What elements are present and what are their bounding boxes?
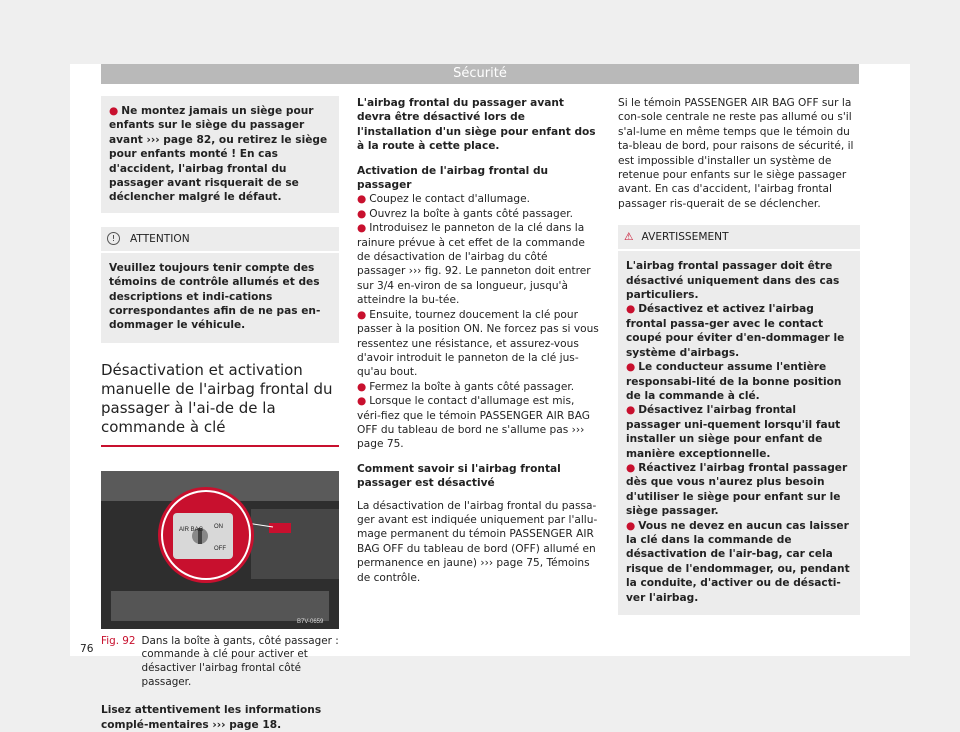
read-more-link[interactable]: Lisez attentivement les informations complé-mentaires ››› page 18.: [101, 704, 322, 731]
list-item: ● Désactivez l'airbag frontal passager uni-quement lorsqu'il faut installer un siège pour enfant de manière exceptionnelle.: [626, 404, 841, 460]
title-divider: [101, 445, 339, 447]
bullet-icon: ●: [357, 207, 367, 220]
bullet-icon: ●: [357, 308, 367, 321]
list-item: ● Vous ne devez en aucun cas laisser la clé dans la commande de désactivation de l'air-bag, car cela risque de l'endommager, ou, pendant la conduite, d'activer ou de désacti-ver l'airbag.: [626, 519, 850, 604]
bullet-icon: ●: [357, 395, 367, 408]
activation-title: Activation de l'airbag frontal du passager: [357, 164, 549, 192]
bullet-icon: ●: [626, 461, 636, 474]
page-number: 76: [80, 643, 94, 655]
attention-title: ATTENTION: [130, 232, 190, 245]
list-item: ● Introduisez le panneton de la clé dans la rainure prévue à cet effet de la commande de désactivation de l'airbag du côté passager ››› fig. 92. Le panneton doit entrer sur 3/4 en-viron de sa longueur, jusqu'à atteindre la bu-tée.: [357, 222, 591, 307]
list-item: ● Le conducteur assume l'entière responsabi-lité de la bonne position de la commande à clé.: [626, 361, 842, 402]
warning-box: [618, 225, 860, 615]
right-intro: Si le témoin PASSENGER AIR BAG OFF sur la con-sole centrale ne reste pas allumé ou s'il s'al-lume en même temps que le témoin du ta-bleau de bord, pour raisons de sécurité, il est impossible d'installer un système de retenue pour enfants sur le siège passager avant. En cas d'accident, l'airbag frontal passager ris-querait de se déclencher.: [618, 97, 854, 210]
list-item: ● Coupez le contact d'allumage.: [357, 193, 531, 206]
how-title: Comment savoir si l'airbag frontal passager est désactivé: [357, 462, 561, 490]
attention-header: [101, 227, 339, 253]
column-right: [618, 96, 860, 615]
list-item: ● Ensuite, tournez doucement la clé pour passer à la position ON. Ne forcez pas si vous ressentez une résistance, et assurez-vous d'avoir introduit le panneton de la clé jus-qu'au bout.: [357, 308, 599, 379]
info-icon: !: [107, 232, 120, 245]
figure-code: B7V-0659: [297, 618, 324, 625]
list-item: ● Ouvrez la boîte à gants côté passager.: [357, 207, 574, 220]
list-item: ● Réactivez l'airbag frontal passager dès que vous n'aurez plus besoin d'utiliser le siège pour enfant sur le siège passager.: [626, 461, 848, 518]
bullet-icon: ●: [626, 361, 636, 374]
intro-paragraph: L'airbag frontal du passager avant devra être désactivé lors de l'installation d'un siège pour enfant dos à la route à cette place.: [357, 97, 596, 153]
list-item: ● Lorsque le contact d'allumage est mis, véri-fiez que le témoin PASSENGER AIR BAG OFF du tableau de bord ne s'allume pas ››› page 75.: [357, 395, 590, 451]
glovebox-illustration: [101, 471, 339, 629]
figure-caption: [101, 635, 339, 689]
warning-intro: L'airbag frontal passager doit être désactivé uniquement dans des cas particuliers.: [626, 260, 840, 302]
airbag-label: AIR BAG: [179, 526, 204, 533]
attention-body: Veuillez toujours tenir compte des témoins de contrôle allumés et des descriptions et indi-cations correspondantes afin de ne pas en-dommager le véhicule.: [109, 261, 321, 332]
how-body: La désactivation de l'airbag frontal du passa-ger avant est indiquée uniquement par l'allu-mage permanent du témoin PASSENGER AIR BAG OFF du tableau de bord (OFF) allumé en permanence en jaune) ››› page 75, Témoins de contrôle.: [357, 499, 598, 584]
figure-92: [101, 471, 339, 629]
attention-box: [101, 227, 339, 343]
bullet-icon: ●: [357, 380, 367, 393]
column-middle: [357, 96, 599, 585]
bullet-icon: ●: [109, 105, 119, 117]
figure-caption-text: Dans la boîte à gants, côté passager : commande à clé pour activer et désactiver l'airbag frontal côté passager.: [141, 634, 339, 688]
list-item: ● Désactivez et activez l'airbag frontal passa-ger avec le contact coupé pour éviter d'en-dommager le système d'airbags.: [626, 303, 845, 359]
warning-header: [618, 225, 860, 251]
bullet-icon: ●: [626, 519, 636, 532]
bullet-icon: ●: [357, 193, 367, 206]
bullet-icon: ●: [626, 303, 636, 316]
figure-caption-label: Fig. 92: [101, 634, 136, 647]
section-title: Désactivation et activation manuelle de l'airbag frontal du passager à l'ai-de de la commande à clé: [101, 360, 333, 436]
top-warning-text: Ne montez jamais un siège pour enfants sur le siège du passager avant ››› page 82, ou retirez le siège pour enfants monté ! En cas d'accident, l'airbag frontal du passager avant risquerait de se déclencher malgré le défaut.: [109, 105, 328, 204]
column-left: [101, 96, 339, 732]
warning-title: AVERTISSEMENT: [641, 231, 729, 244]
section-header: Sécurité: [101, 64, 859, 84]
warning-body: [618, 251, 860, 615]
bullet-icon: ●: [357, 222, 367, 235]
warning-triangle-icon: ⚠: [624, 231, 634, 244]
list-item: ● Fermez la boîte à gants côté passager.: [357, 380, 575, 393]
off-label: OFF: [214, 545, 226, 552]
on-label: ON: [214, 523, 223, 530]
bullet-icon: ●: [626, 404, 636, 417]
top-warning-box: [101, 96, 339, 213]
activation-steps: [357, 192, 599, 451]
